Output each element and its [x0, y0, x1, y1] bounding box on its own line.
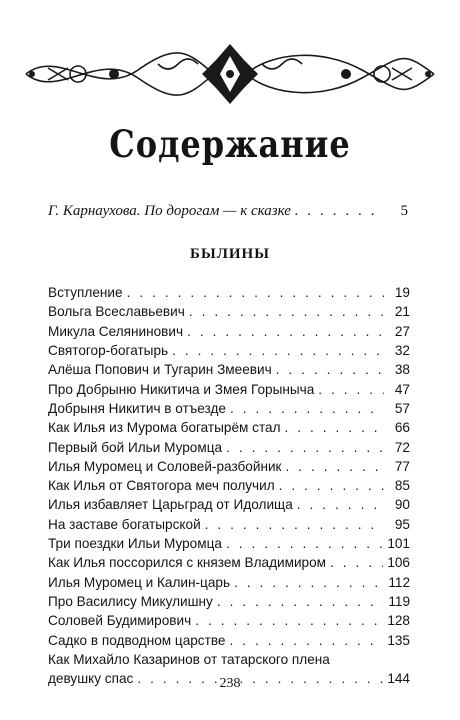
toc-entry-title: Алёша Попович и Тугарин Змеевич	[48, 362, 272, 378]
leader-dots	[195, 611, 383, 630]
toc-entry-page: 95	[394, 516, 410, 532]
leader-dots	[318, 380, 384, 399]
toc-entry-page: 32	[394, 342, 410, 358]
toc-entry-page: 72	[394, 439, 410, 455]
toc-entry-page: 144	[387, 671, 410, 687]
toc-entry-page: 101	[387, 536, 410, 552]
toc-entry[interactable]	[48, 515, 410, 534]
toc-entry-page: 27	[394, 323, 410, 339]
toc-entry-title: девушку спас	[48, 671, 134, 687]
intro-entry-title: Г. Карнаухова. По дорогам — к сказке	[48, 203, 291, 219]
toc-entry-title: Святогор-богатырь	[48, 342, 169, 358]
toc-entry[interactable]	[48, 283, 410, 302]
leader-dots	[127, 283, 384, 302]
toc-entry[interactable]	[48, 534, 410, 553]
toc-entry-page: 19	[394, 285, 410, 300]
toc-entry-title: Илья Муромец и Соловей-разбойник	[48, 458, 282, 474]
leader-dots	[187, 322, 384, 341]
toc-entry[interactable]	[48, 418, 410, 437]
toc-entry-title: Как Михайло Казаринов от татарского плена	[48, 651, 330, 667]
toc-entry-page: 85	[394, 478, 410, 494]
toc-entry[interactable]	[48, 476, 410, 495]
leader-dots	[234, 573, 384, 592]
toc-entry-page: 112	[388, 574, 410, 590]
leader-dots	[279, 476, 384, 495]
toc-entry[interactable]	[48, 360, 410, 379]
leader-dots	[276, 360, 384, 379]
toc-entry-title: Первый бой Ильи Муромца	[48, 439, 223, 455]
toc-entry-page: 90	[394, 497, 410, 513]
toc-entry[interactable]	[48, 380, 410, 399]
leader-dots	[230, 399, 384, 418]
toc-entry-title: Про Добрыню Никитича и Змея Горыныча	[48, 381, 315, 397]
leader-dots	[189, 302, 384, 321]
toc-entry[interactable]	[48, 631, 410, 650]
toc-entry[interactable]	[48, 611, 410, 630]
page-title: Содержание	[109, 121, 351, 167]
toc-entry-page: 128	[387, 613, 410, 629]
leader-dots	[229, 631, 383, 650]
toc-entry[interactable]	[48, 302, 410, 321]
leader-dots	[217, 592, 384, 611]
section-heading: БЫЛИНЫ	[190, 246, 270, 262]
toc-entry-title: Вольга Всеславьевич	[48, 304, 185, 320]
toc-entry[interactable]	[48, 495, 410, 514]
toc-entry[interactable]	[48, 322, 410, 341]
toc-entry-page: 106	[387, 555, 410, 571]
toc-entry-title: На заставе богатырской	[48, 516, 201, 532]
leader-dots	[226, 534, 383, 553]
page-number: 238	[219, 676, 241, 691]
leader-dots	[330, 553, 383, 572]
toc-entry[interactable]	[48, 399, 410, 418]
leader-dots	[286, 457, 384, 476]
toc-entry-page: 135	[387, 632, 410, 648]
toc-entry[interactable]	[48, 341, 410, 360]
toc-entry-title: Про Василису Микулишну	[48, 594, 213, 609]
leader-dots	[172, 341, 384, 360]
toc-entry-page: 38	[394, 362, 410, 378]
leader-dots	[226, 438, 384, 457]
toc-entry-page: 47	[394, 381, 410, 397]
toc-entry-title: Илья избавляет Царьград от Идолища	[48, 497, 293, 513]
table-of-contents	[48, 283, 410, 689]
toc-entry-first-line[interactable]	[48, 650, 410, 669]
toc-entry-title: Илья Муромец и Калин-царь	[48, 574, 231, 590]
leader-dots	[295, 203, 382, 220]
toc-entry[interactable]	[48, 438, 410, 457]
intro-entry-page: 5	[400, 203, 408, 219]
toc-entry-page: 119	[388, 594, 410, 609]
toc-entry-title: Садко в подводном царстве	[48, 632, 226, 648]
leader-dots	[205, 515, 384, 534]
toc-entry[interactable]	[48, 573, 410, 592]
toc-entry-title: Как Илья из Мурома богатырём стал	[48, 420, 281, 436]
toc-entry[interactable]	[48, 457, 410, 476]
decorative-ornament	[18, 38, 442, 110]
toc-entry[interactable]	[48, 553, 410, 572]
toc-entry-title: Вступление	[48, 285, 123, 300]
leader-dots	[297, 495, 384, 514]
toc-entry-page: 57	[394, 400, 410, 416]
toc-entry-title: Добрыня Никитич в отъезде	[48, 400, 226, 416]
toc-entry-title: Три поездки Ильи Муромца	[48, 536, 222, 552]
toc-entry-page: 21	[394, 304, 410, 320]
intro-entry[interactable]	[48, 203, 408, 223]
toc-entry[interactable]	[48, 592, 410, 611]
toc-entry-title: Как Илья от Святогора меч получил	[48, 478, 275, 494]
toc-entry-title: Микула Селянинович	[48, 323, 184, 339]
toc-entry-title: Как Илья поссорился с князем Владимиром	[48, 555, 327, 571]
toc-entry-page: 66	[394, 420, 410, 436]
toc-entry-title: Соловей Будимирович	[48, 613, 192, 629]
toc-entry-page: 77	[394, 458, 410, 474]
leader-dots	[285, 418, 384, 437]
